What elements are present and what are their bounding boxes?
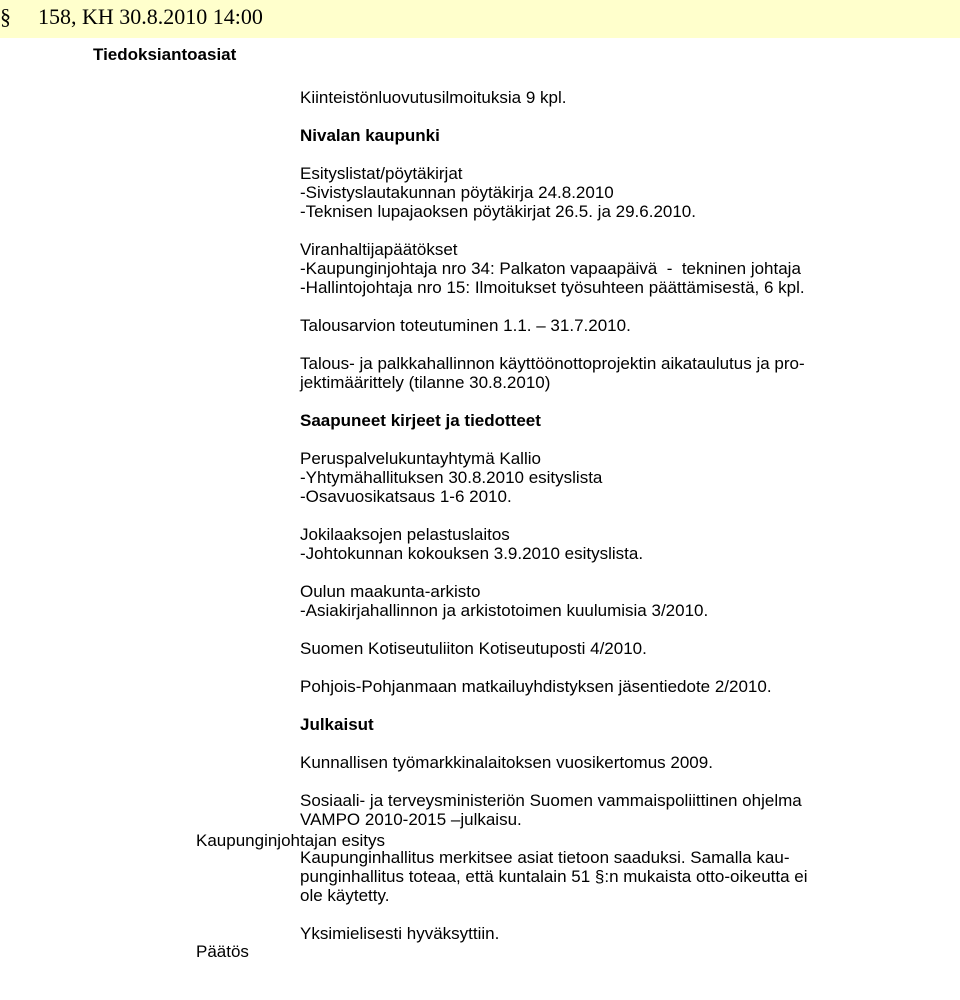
text-line: Kiinteistönluovutusilmoituksia 9 kpl. xyxy=(300,88,567,107)
text-line: ole käytetty. xyxy=(300,886,390,905)
text-line: Viranhaltijapäätökset xyxy=(300,240,458,259)
text-line: Kaupunginhallitus merkitsee asiat tietoon saaduksi. Samalla kau- xyxy=(300,848,790,867)
paragraph-decision xyxy=(300,924,875,943)
text-line: Oulun maakunta-arkisto xyxy=(300,582,481,601)
paragraph-property-notices xyxy=(300,88,875,107)
text-line: -Teknisen lupajaoksen pöytäkirjat 26.5. ja 29.6.2010. xyxy=(300,202,696,221)
text-line: punginhallitus toteaa, että kuntalain 51 §:n mukaista otto-oikeutta ei xyxy=(300,867,808,886)
text-line: Talous- ja palkkahallinnon käyttöönottoprojektin aikataulutus ja pro- xyxy=(300,354,805,373)
paragraph-agendas xyxy=(300,164,875,221)
paragraph-tourism xyxy=(300,677,875,696)
text-line: -Sivistyslautakunnan pöytäkirja 24.8.2010 xyxy=(300,183,614,202)
paragraph-budget xyxy=(300,316,875,335)
text-line: -Yhtymähallituksen 30.8.2010 esityslista xyxy=(300,468,603,487)
proposal-label: Kaupunginjohtajan esitys xyxy=(196,831,386,850)
text-line: jektimäärittely (tilanne 30.8.2010) xyxy=(300,373,551,392)
text-line: -Johtokunnan kokouksen 3.9.2010 esityslista. xyxy=(300,544,644,563)
text-line: Suomen Kotiseutuliiton Kotiseutuposti 4/2010. xyxy=(300,639,647,658)
text-line: -Hallintojohtaja nro 15: Ilmoitukset työsuhteen päättämisestä, 6 kpl. xyxy=(300,278,805,297)
paragraph-official-decisions xyxy=(300,240,875,297)
heading-received-letters: Saapuneet kirjeet ja tiedotteet xyxy=(300,411,541,430)
section-mark: § xyxy=(0,4,11,29)
text-line: VAMPO 2010-2015 –julkaisu. xyxy=(300,810,522,829)
text-line: Peruspalvelukuntayhtymä Kallio xyxy=(300,449,541,468)
header-bar xyxy=(0,0,960,38)
paragraph-archive xyxy=(300,582,875,620)
text-line: Sosiaali- ja terveysministeriön Suomen vammaispoliittinen ohjelma xyxy=(300,791,802,810)
text-line: Esityslistat/pöytäkirjat xyxy=(300,164,463,183)
item-header-title: 158, KH 30.8.2010 14:00 xyxy=(38,4,263,29)
text-line: Pohjois-Pohjanmaan matkailuyhdistyksen jäsentiedote 2/2010. xyxy=(300,677,772,696)
text-line: Jokilaaksojen pelastuslaitos xyxy=(300,525,510,544)
text-line: -Osavuosikatsaus 1-6 2010. xyxy=(300,487,512,506)
decision-label: Päätös xyxy=(196,942,249,961)
paragraph-proposal xyxy=(300,848,875,905)
text-line: -Kaupunginjohtaja nro 34: Palkaton vapaapäivä - tekninen johtaja xyxy=(300,259,801,278)
text-line: -Asiakirjahallinnon ja arkistotoimen kuulumisia 3/2010. xyxy=(300,601,709,620)
text-line: Kunnallisen työmarkkinalaitoksen vuosikertomus 2009. xyxy=(300,753,713,772)
paragraph-kotiseutu xyxy=(300,639,875,658)
text-line: Yksimielisesti hyväksyttiin. xyxy=(300,924,500,943)
heading-publications: Julkaisut xyxy=(300,715,374,734)
paragraph-vampo xyxy=(300,791,875,829)
paragraph-kallio xyxy=(300,449,875,506)
text-line: Talousarvion toteutuminen 1.1. – 31.7.2010. xyxy=(300,316,631,335)
paragraph-rescue xyxy=(300,525,875,563)
paragraph-annual-report xyxy=(300,753,875,772)
section-title: Tiedoksiantoasiat xyxy=(93,45,237,64)
heading-nivala: Nivalan kaupunki xyxy=(300,126,440,145)
main-content xyxy=(300,88,875,943)
paragraph-project xyxy=(300,354,875,392)
